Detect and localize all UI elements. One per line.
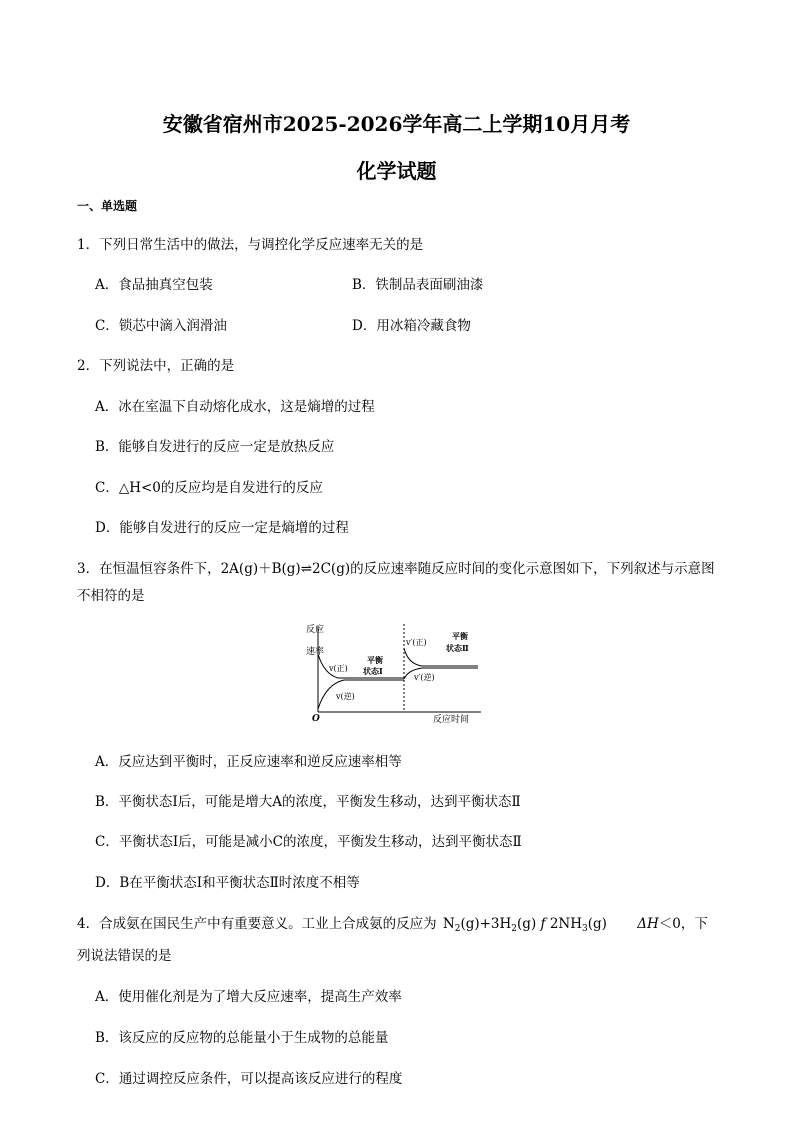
q3-stem-line1: 3．在恒温恒容条件下，2A(g)＋B(g)⇌2C(g)的反应速率随反应时间的变化示意图如下，下列叙述与示意图 bbox=[77, 561, 715, 577]
page-subtitle: 化学试题 bbox=[356, 159, 437, 183]
q2-option-a: A．冰在室温下自动熔化成水，这是熵增的过程 bbox=[95, 399, 375, 415]
v-reverse-label: v(逆) bbox=[336, 692, 355, 701]
y-axis-label-3: 速率 bbox=[306, 647, 325, 657]
eq2-label-line1: 平衡 bbox=[452, 631, 468, 641]
q3-option-d: D．B在平衡状态Ⅰ和平衡状态Ⅱ时浓度不相等 bbox=[95, 875, 360, 891]
q4-equation: $N_2(g)+3H_2(g)$ f $2NH_3(g)$ bbox=[442, 916, 607, 934]
q2-option-d: D．能够自发进行的反应一定是熵增的过程 bbox=[95, 520, 349, 536]
q1-option-a: A．食品抽真空包装 bbox=[95, 277, 213, 293]
q3-option-b: B．平衡状态Ⅰ后，可能是增大A的浓度，平衡发生移动，达到平衡状态Ⅱ bbox=[95, 794, 521, 810]
equilibrium-symbol: f bbox=[540, 916, 546, 932]
q3-option-c: C．平衡状态Ⅰ后，可能是减小C的浓度，平衡发生移动，达到平衡状态Ⅱ bbox=[95, 834, 522, 850]
q2-option-b: B．能够自发进行的反应一定是放热反应 bbox=[95, 439, 335, 455]
x-axis-label: 反应时间 bbox=[433, 715, 470, 725]
v2-reverse-label: v′(逆) bbox=[414, 673, 435, 682]
rate-time-diagram bbox=[296, 618, 491, 728]
q4-stem-line1 bbox=[77, 912, 708, 934]
q3-stem-line2: 不相符的是 bbox=[77, 588, 145, 604]
y-axis-label-1: 反应 bbox=[306, 625, 325, 635]
section-heading: 一、单选题 bbox=[77, 199, 138, 213]
eq1-label-line1: 平衡 bbox=[367, 655, 383, 665]
enthalpy-symbol: ΔH bbox=[637, 916, 659, 932]
q1-stem: 1．下列日常生活中的做法，与调控化学反应速率无关的是 bbox=[77, 237, 424, 253]
q1-option-b: B．铁制品表面刷油漆 bbox=[352, 277, 484, 293]
q4-option-a: A．使用催化剂是为了增大反应速率，提高生产效率 bbox=[95, 989, 402, 1005]
q1-option-c: C．锁芯中滴入润滑油 bbox=[95, 318, 227, 334]
q2-option-c: C．△H<0的反应均是自发进行的反应 bbox=[95, 480, 323, 496]
eq1-label-line2: 状态Ⅰ bbox=[363, 666, 383, 676]
enthalpy-condition: ＜0，下 bbox=[658, 916, 708, 932]
page-title: 安徽省宿州市2025-2026学年高二上学期10月月考 bbox=[162, 112, 631, 136]
eq2-label-line2: 状态Ⅱ bbox=[446, 643, 469, 653]
v2-forward-label: v′(正) bbox=[406, 638, 427, 647]
q4-option-b: B．该反应的反应物的总能量小于生成物的总能量 bbox=[95, 1030, 389, 1046]
q1-option-d: D．用冰箱冷藏食物 bbox=[352, 318, 471, 334]
reverse-rate-curve bbox=[318, 680, 404, 709]
q2-stem: 2．下列说法中，正确的是 bbox=[77, 358, 235, 374]
q4-stem-line2: 列说法错误的是 bbox=[77, 948, 172, 964]
q4-stem-text: 4．合成氨在国民生产中有重要意义。工业上合成氨的反应为 bbox=[77, 916, 437, 932]
v-forward-label: v(正) bbox=[329, 664, 348, 673]
q3-option-a: A．反应达到平衡时，正反应速率和逆反应速率相等 bbox=[95, 754, 402, 770]
origin-label: O bbox=[312, 714, 320, 724]
q4-option-c: C．通过调控反应条件，可以提高该反应进行的程度 bbox=[95, 1071, 403, 1087]
